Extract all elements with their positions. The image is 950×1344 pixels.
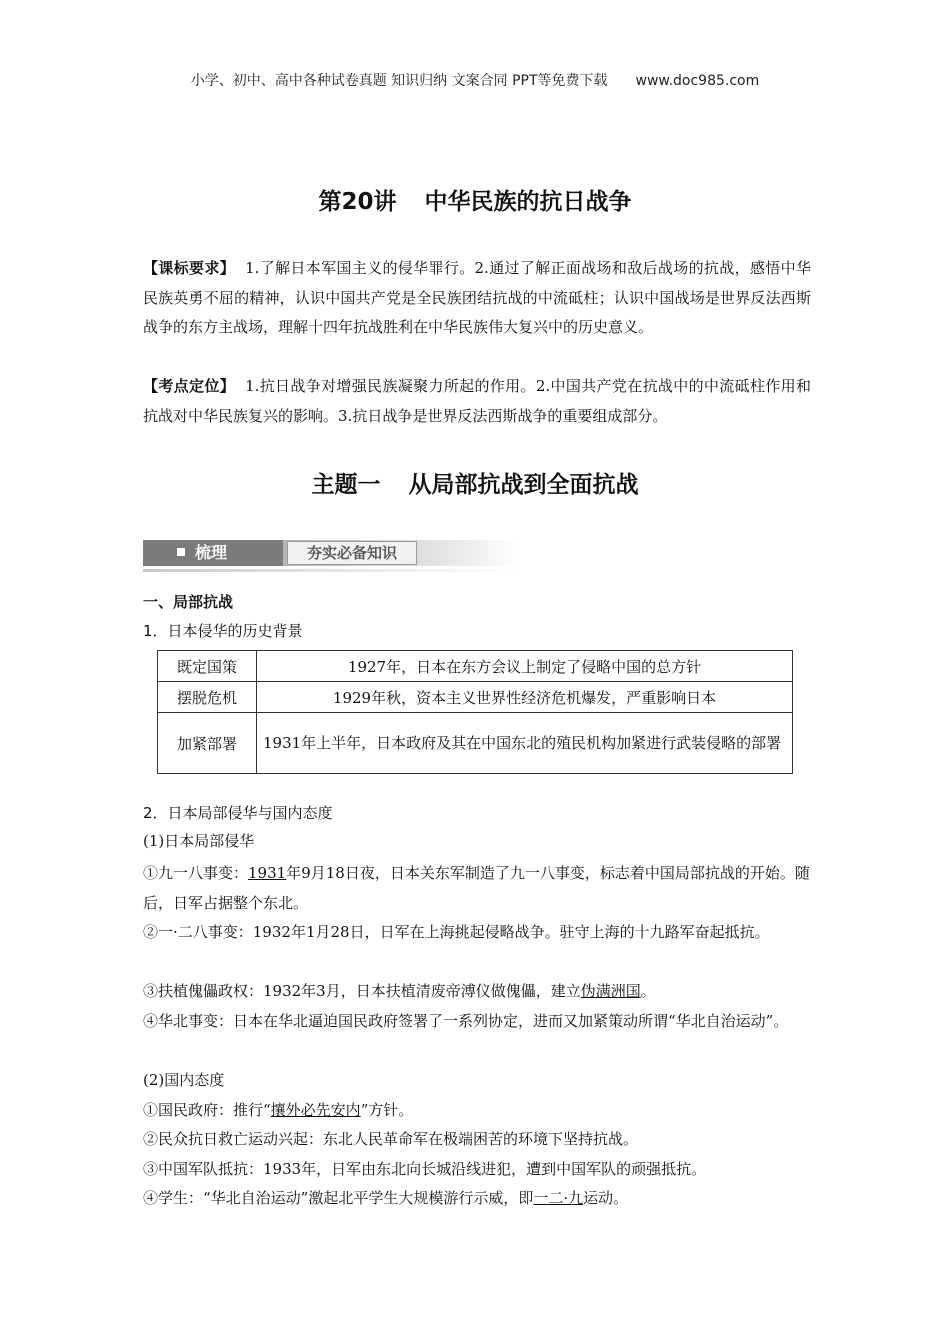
table-row: [158, 651, 793, 682]
section-banner: [143, 540, 521, 572]
banner-right: 夯实必备知识: [287, 541, 417, 565]
table-value: 1929年秋，资本主义世界性经济危机爆发，严重影响日本: [257, 682, 793, 713]
table-key: 加紧部署: [158, 713, 257, 774]
positioning-tag: 【考点定位】: [143, 377, 236, 395]
event-item-3: ③扶植傀儡政权：1932年3月，日本扶植清废帝溥仪做傀儡，建立伪满洲国。: [143, 982, 656, 1000]
background-table: [157, 650, 793, 774]
part-heading-2: (2)国内态度: [143, 1071, 225, 1089]
page-header: [0, 70, 950, 90]
event-item-2: ②一·二八事变：1932年1月28日，日军在上海挑起侵略战争。驻守上海的十九路军奋起抵抗。: [143, 923, 770, 941]
attitude-item-2: ②民众抗日救亡运动兴起：东北人民革命军在极端困苦的环境下坚持抗战。: [143, 1130, 639, 1148]
part-heading-1: (1)日本局部侵华: [143, 832, 255, 850]
requirements-paragraph: [143, 254, 811, 343]
table-row: [158, 713, 793, 774]
table-value: 1931年上半年，日本政府及其在中国东北的殖民机构加紧进行武装侵略的部署: [257, 713, 793, 774]
subsection-heading-1: 1．日本侵华的历史背景: [143, 622, 303, 640]
positioning-text: 1.抗日战争对增强民族凝聚力所起的作用。2.中国共产党在抗战中的中流砥柱作用和抗战对中华民族复兴的影响。3.抗日战争是世界反法西斯战争的重要组成部分。: [143, 377, 811, 425]
banner-left: 梳理: [143, 540, 283, 566]
lecture-number: 第20讲: [318, 189, 397, 215]
attitude-item-3: ③中国军队抵抗：1933年，日军由东北向长城沿线进犯，遭到中国军队的顽强抵抗。: [143, 1160, 707, 1178]
attitude-item-4: ④学生：“华北自治运动”激起北平学生大规模游行示威，即一二·九运动。: [143, 1189, 629, 1207]
positioning-paragraph: [143, 372, 811, 431]
table-key: 摆脱危机: [158, 682, 257, 713]
requirements-text: 1.了解日本军国主义的侵华罪行。2.通过了解正面战场和敌后战场的抗战，感悟中华民族英勇不屈的精神，认识中国共产党是全民族团结抗战的中流砥柱；认识中国战场是世界反法西斯战争的东方主战场，理解十四年抗战胜利在中华民族伟大复兴中的历史意义。: [143, 259, 811, 336]
event-item-4: ④华北事变：日本在华北逼迫国民政府签署了一系列协定，进而又加紧策动所谓“华北自治运动”。: [143, 1012, 789, 1030]
requirements-tag: 【课标要求】: [143, 259, 236, 277]
topic-label: 主题一: [311, 472, 381, 498]
underlined-answer: 伪满洲国: [580, 982, 641, 1000]
table-key: 既定国策: [158, 651, 257, 682]
header-text: 小学、初中、高中各种试卷真题 知识归纳 文案合同 PPT等免费下载: [190, 73, 608, 89]
table-row: [158, 682, 793, 713]
underlined-answer: 攘外必先安内: [270, 1101, 361, 1119]
square-icon: [177, 548, 185, 556]
header-site-link[interactable]: www.doc985.com: [635, 73, 760, 89]
section-heading: 一、局部抗战: [143, 593, 234, 611]
subsection-heading-2: 2．日本局部侵华与国内态度: [143, 804, 333, 822]
topic-title: [0, 466, 950, 499]
table-value: 1927年，日本在东方会议上制定了侵略中国的总方针: [257, 651, 793, 682]
page-title: [0, 183, 950, 216]
topic-name: 从局部抗战到全面抗战: [408, 472, 639, 498]
event-item-1: ①九一八事变：1931年9月18日夜，日本关东军制造了九一八事变，标志着中国局部抗战的开始。随后，日军占据整个东北。: [143, 864, 810, 912]
attitude-item-1: ①国民政府：推行“攘外必先安内”方针。: [143, 1101, 414, 1119]
lecture-name: 中华民族的抗日战争: [424, 189, 632, 215]
underlined-answer: 一二·九: [533, 1189, 584, 1207]
underlined-answer: 1931: [248, 864, 287, 882]
